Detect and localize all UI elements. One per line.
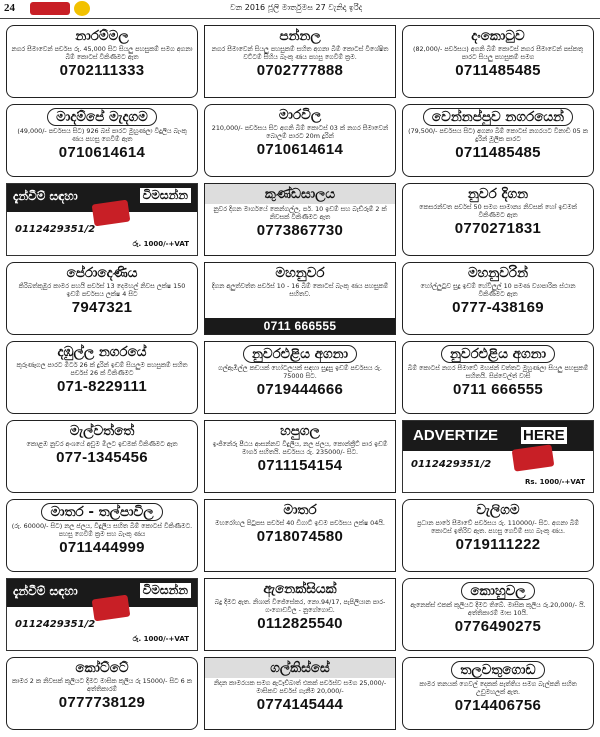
ad-title: මාරවිල bbox=[278, 107, 322, 123]
ad-cell bbox=[399, 338, 597, 417]
ad-phone: 0770271831 bbox=[454, 220, 542, 237]
ad-cell bbox=[3, 338, 201, 417]
ad-title: තලවතුගොඩ bbox=[451, 661, 544, 679]
ad-phone: 0710614614 bbox=[256, 141, 344, 158]
classified-ad[interactable] bbox=[204, 657, 396, 730]
ad-cell bbox=[399, 259, 597, 338]
ad-title: කොහුවල bbox=[461, 582, 534, 600]
ad-title: කෝට්ටේ bbox=[75, 660, 129, 676]
promo-title-right: විමසන්න bbox=[140, 583, 191, 598]
classified-ad[interactable] bbox=[204, 104, 396, 177]
ad-title: නුවරඑළිය අගනා bbox=[243, 345, 357, 363]
ad-cell bbox=[399, 101, 597, 180]
ad-phone: 0777738129 bbox=[58, 694, 146, 711]
ad-body: කාමර තනයක් ගෙවල් දෙකක් පැත්තිය සමග බැල්කනි සහිත උඩුමහලක් ඇත. bbox=[419, 680, 577, 696]
classified-ad[interactable] bbox=[6, 499, 198, 572]
section-logo-icon bbox=[74, 1, 90, 16]
ad-title: ඇනෙක්සියක් bbox=[263, 581, 337, 597]
classified-ad[interactable] bbox=[6, 262, 198, 335]
ad-phone: 0702111333 bbox=[59, 62, 145, 79]
promo-title-right: විමසන්න bbox=[140, 188, 191, 203]
ad-title: මැල්වත්තේ bbox=[69, 423, 135, 439]
ad-title: මහනුවරින් bbox=[467, 265, 529, 281]
ad-phone: 0718074580 bbox=[256, 528, 344, 545]
ad-body: ඉංජිනේරු පීඨය ආසන්නව විදුලිය, නල ජලය, කොන්ක්‍රීට් පාර ඉඩම් මාර්ග සහිතයි. පර්චසය රු. 235000/- සිට. bbox=[212, 440, 388, 456]
ad-body: මහරෝහල පිටුපස පර්චස් 40 ඩිගාට් ඉඩම පර්චසය ලක්ෂ 04යි. bbox=[215, 519, 385, 527]
page-number: 24 bbox=[4, 2, 15, 14]
promo-ad[interactable] bbox=[6, 183, 198, 256]
ad-title: නුවර දිගන bbox=[467, 186, 529, 202]
ad-phone: 0777-438169 bbox=[452, 299, 544, 316]
ad-title: නුවරඑළිය අගනා bbox=[441, 345, 555, 363]
ad-body: නගර සීමාවෙන් පර්චස රු. 45,000 සිට සියලු පහසුකම් සමග අගනා බිම් කොටස් විකිණීමට ඇත bbox=[11, 45, 193, 61]
ad-phone: 0711 666555 bbox=[452, 381, 544, 398]
ad-cell bbox=[3, 417, 201, 496]
ad-cell bbox=[3, 101, 201, 180]
ad-cell bbox=[201, 654, 399, 733]
promo-phone: 0112429351/2 bbox=[15, 224, 96, 235]
ad-phone: 0711485485 bbox=[455, 62, 541, 79]
ad-title: මාතර - තල්පාවිල bbox=[41, 503, 162, 521]
ad-body: 210,000/- පර්චසය සිට අගනි බිම් කොටස් 03 ක් නගර සීමාවෙන් බොලම් පාරට 20m දුරින් bbox=[211, 124, 389, 140]
ad-title: වැලිගම bbox=[476, 502, 520, 518]
ad-cell bbox=[3, 654, 201, 733]
ad-body: කෙසරන්වත පර්චස් 50 සමග සාමාන්‍ය නිවසක් හෝ ඉඩමක් විකිණීමට ඇත bbox=[419, 203, 577, 219]
ad-cell bbox=[399, 654, 597, 733]
classified-ad[interactable] bbox=[402, 25, 594, 98]
ad-body: (79,500/- පර්චසය සිට) අගනා බිම් කොටස් නගරයට විනාඩි 05 ක දුරින් මූලික පාරට bbox=[408, 127, 588, 143]
ad-phone: 0776490275 bbox=[454, 618, 542, 635]
ad-cell bbox=[201, 417, 399, 496]
ad-phone: 0710614614 bbox=[58, 144, 146, 161]
ad-phone: 0711444999 bbox=[59, 539, 145, 556]
ad-title: මහනුවර bbox=[275, 265, 325, 281]
ad-cell bbox=[3, 575, 201, 654]
classified-ad[interactable] bbox=[204, 25, 396, 98]
advert-phone: 0112429351/2 bbox=[411, 459, 492, 470]
ad-cell bbox=[201, 259, 399, 338]
ad-body: හෝල්ලුටුව සුදු ඉඩම් හේවිලුල් 10 පමණ ව්‍යාපාරික ස්ථාන විකිණීමට ඇත bbox=[420, 282, 576, 298]
ad-body: කිරිබත්කුඹුර කාමර පහයි පර්චස් 13 දෙමහල් නිවස ලක්ෂ 150 ඉඩම් පර්චසය ලක්ෂ 4 සිට bbox=[18, 282, 186, 298]
newspaper-logo bbox=[30, 2, 70, 15]
classified-ads-grid bbox=[3, 22, 597, 734]
ad-body: නුවර දිගන මාර්ගයේ කෙන්ගල්ල, පර්. 10 ඉඩම් සහ බැඩ්රූම් 2 ක් නිවසක් විකිණීමට ඇත bbox=[213, 205, 387, 221]
ad-phone: 0773867730 bbox=[256, 222, 344, 239]
ad-phone: 0112825540 bbox=[257, 615, 343, 632]
ad-cell bbox=[399, 22, 597, 101]
ad-title: කුණ්ඩසාලය bbox=[205, 184, 395, 204]
ad-cell bbox=[201, 575, 399, 654]
newspaper-badge-icon bbox=[92, 595, 131, 622]
promo-title-left: දැන්වීම් සඳහා bbox=[13, 189, 78, 203]
ad-cell bbox=[201, 101, 399, 180]
ad-phone: 0702777888 bbox=[256, 62, 344, 79]
ad-cell bbox=[399, 180, 597, 259]
ad-cell bbox=[3, 22, 201, 101]
ad-title: මාදම්පේ මැදගම bbox=[47, 108, 157, 126]
ad-body: නගර සීමාවෙන් සියලු පහසුකම් සහිත අගනා බිම් කොටස් විශේෂිත වට්ටම් සිහිය බැංකු ණය පහසු ගෙවීම් ක්‍රම. bbox=[211, 45, 389, 61]
ad-body: ප්‍රධාන පාරේ සීමාවේ පර්චසය රු. 110000/- සිට. අගනා බිම් කොටස් ඉතිරිව ඇත. පහසු ගෙවීම් සහ බැංකු ණය. bbox=[417, 519, 579, 535]
ad-phone: 0711154154 bbox=[257, 457, 343, 474]
ad-body: කුරුණෑගල පාරට මීටර් 26 ක් දුරින් ඉඩම් සියලුම පහසුකම් සහිත පර්චස් 26 ක් විකිණීමට bbox=[16, 361, 188, 377]
promo-phone: 0112429351/2 bbox=[15, 619, 96, 630]
classified-ad[interactable] bbox=[6, 104, 198, 177]
ad-title: මාතර bbox=[283, 502, 317, 518]
ad-phone: 077-1345456 bbox=[56, 449, 148, 466]
ad-cell bbox=[399, 496, 597, 575]
newspaper-badge-icon bbox=[92, 200, 131, 227]
ad-title: හපුගල bbox=[280, 423, 320, 439]
classified-ad[interactable] bbox=[204, 578, 396, 651]
ad-body: දිගන අලුත්වත්ත පර්චස් 10 - 16 බිම් කොටස් බැංකු ණය පහසුකම් සහිතව. bbox=[211, 282, 389, 298]
ad-cell bbox=[3, 496, 201, 575]
classified-ad[interactable] bbox=[402, 657, 594, 730]
ad-body: බිම් කොටස් නගර සීමාවේ මහජන් වත්තට මුහුණලා සියලු පහසුකම් සහිතයි. සිප්වෙල්ත් වාසි bbox=[407, 364, 589, 380]
classified-ad[interactable] bbox=[204, 341, 396, 414]
classified-ad[interactable] bbox=[6, 657, 198, 730]
ad-title: වෙන්නප්පුව නගරයෙන් bbox=[423, 108, 573, 126]
ad-phone: 0774145444 bbox=[256, 696, 344, 713]
ad-title: දඹුල්ල නගරයේ bbox=[57, 344, 147, 360]
classified-ad[interactable] bbox=[402, 578, 594, 651]
classified-ad[interactable] bbox=[402, 104, 594, 177]
ad-body: නිදන කාමරයක සමග ඇටෑච්බාත් එකක් පර්චස්ව සමග 25,000/- මාසිකව පර්චස් ගැනීම 20,000/- bbox=[213, 679, 387, 695]
ad-phone: 0711485485 bbox=[455, 144, 541, 161]
advertise-here-box[interactable] bbox=[402, 420, 594, 493]
classified-ad[interactable] bbox=[402, 262, 594, 335]
ad-cell bbox=[3, 259, 201, 338]
ad-body: (82,000/- පර්චසය) අගනි බිම් කොටස් නගර සීමාවෙන් පස්කතු පාරට සියලු පහසුකම් සමග bbox=[412, 45, 584, 61]
ad-body: ඇනෙක්ස් එකක් කුලියට දීමට තිබේ. මාසික කුලිය රු.20,000/- යි. අත්තිකාරම් මාස 10යි. bbox=[410, 601, 586, 617]
promo-price: රු. 1000/-+VAT bbox=[132, 240, 189, 248]
ad-title: පන්නල bbox=[279, 28, 321, 44]
ad-body: කොළඹ නුවර අංශයේ අඩුම මිලට ඉඩමක් විකිණීමට ඇත bbox=[26, 440, 178, 448]
classified-ad[interactable] bbox=[204, 499, 396, 572]
ad-phone: 071-8229111 bbox=[56, 378, 148, 395]
promo-price: රු. 1000/-+VAT bbox=[132, 635, 189, 643]
ad-title: ගල්කිස්සේ bbox=[205, 658, 395, 678]
ad-cell bbox=[201, 338, 399, 417]
classified-ad[interactable] bbox=[402, 499, 594, 572]
ad-body: කාමර 2 ක නිවසක් කුලියට දීමට මාසික කුලිය රු 15000/- සිට 6 ක අත්තිකාරම් bbox=[12, 677, 192, 693]
classified-ad[interactable] bbox=[204, 420, 396, 493]
ad-phone: 0714406756 bbox=[454, 697, 542, 714]
ad-phone: 7947321 bbox=[71, 299, 133, 316]
classified-ad[interactable] bbox=[402, 183, 594, 256]
advert-word-2: HERE bbox=[523, 427, 565, 444]
classified-ad[interactable] bbox=[6, 25, 198, 98]
classified-ad[interactable] bbox=[204, 262, 396, 335]
ad-title: දංකොටුව bbox=[471, 28, 525, 44]
issue-date: වන 2016 ජූලි මාර්තුමස 27 වැනිදා ඉරිද bbox=[230, 3, 363, 12]
ad-title: පේරාදෙණිය bbox=[66, 265, 138, 281]
ad-cell bbox=[399, 417, 597, 496]
ad-body: බදු දීමට ඇත. නිශාන් විජේසේකර, නො.94/17, පැපිලියාන පාර- ගංගොඩවිල - නුගේගොඩ. bbox=[214, 598, 386, 614]
advert-word-1: ADVERTIZE bbox=[413, 427, 499, 444]
ad-cell bbox=[3, 180, 201, 259]
ad-phone: 0711 666555 bbox=[205, 318, 395, 334]
classified-ad[interactable] bbox=[402, 341, 594, 414]
ad-cell bbox=[399, 575, 597, 654]
ad-phone: 0719111222 bbox=[455, 536, 541, 553]
classified-ad[interactable] bbox=[204, 183, 396, 256]
ad-body: (රු. 60000/- සිට) නල ජලය, විදුලිය සහිත බිම් කොටස් විකිණීමට. පහසු ගෙවීම් ක්‍රම සහ බැංකු ණය bbox=[11, 522, 193, 538]
page-header bbox=[0, 0, 600, 19]
ad-title: නාරම්මල bbox=[75, 28, 129, 44]
ad-body: (49,000/- පර්චසය සිට) 926 බස් පාරට මුහුණලා විදුලිය බැංකු ණය පහසු ගෙවීම් ඇත bbox=[17, 127, 187, 143]
classified-ad[interactable] bbox=[6, 341, 198, 414]
promo-ad[interactable] bbox=[6, 578, 198, 651]
promo-title-left: දැන්වීම් සඳහා bbox=[13, 584, 78, 598]
ad-body: ගල්ඇඹිල්ල කඩයක් හෝටලයක් සඳහා සුදුසු ඉඩම් පර්චසය රු. 75000 සිට. bbox=[218, 364, 382, 380]
ad-cell bbox=[201, 496, 399, 575]
ad-cell bbox=[201, 22, 399, 101]
ad-phone: 0719444666 bbox=[256, 381, 344, 398]
classified-ad[interactable] bbox=[6, 420, 198, 493]
newspaper-badge-icon bbox=[512, 444, 555, 471]
ad-cell bbox=[201, 180, 399, 259]
advert-price: Rs. 1000/-+VAT bbox=[524, 478, 585, 486]
